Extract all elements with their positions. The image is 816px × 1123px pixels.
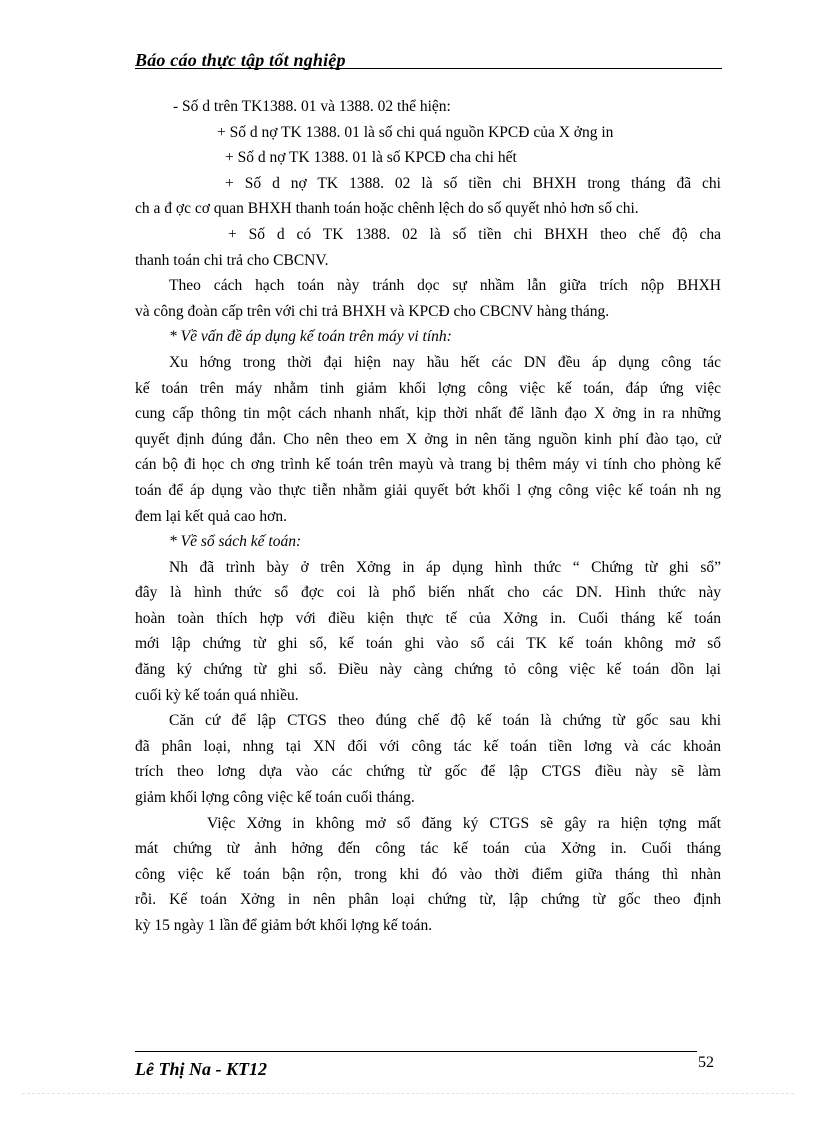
paragraph-line: - Số d trên TK1388. 01 và 1388. 02 thể hiện:	[173, 98, 451, 115]
paragraph-line: và công đoàn cấp trên với chi trả BHXH và KPCĐ cho CBCNV hàng tháng.	[135, 302, 610, 320]
footer-divider	[135, 1051, 697, 1052]
header-divider	[135, 68, 722, 69]
page-bottom-divider	[22, 1093, 794, 1094]
paragraph-line: Việc Xởng in không mở sổ đăng ký CTGS sẽ gây ra hiện tợng mất	[207, 814, 721, 832]
paragraph-line: Xu hớng trong thời đại hiện nay hầu hết các DN đều áp dụng công tác	[169, 353, 721, 371]
paragraph-line: đã phân loại, nhng tại XN đối với công tác kế toán tiền lơng và các khoản	[135, 737, 721, 755]
paragraph-line: ch a đ ợc cơ quan BHXH thanh toán hoặc chênh lệch do số quyết nhỏ hơn số chi.	[135, 200, 639, 218]
paragraph-line: Nh đã trình bày ở trên Xởng in áp dụng hình thức “ Chứng từ ghi sổ”	[169, 558, 721, 576]
paragraph-line: giảm khối lợng công việc kế toán cuối tháng.	[135, 789, 415, 807]
paragraph-line: + Số d nợ TK 1388. 01 là số KPCĐ cha chi hết	[225, 149, 517, 167]
document-header-title: Báo cáo thực tập tốt nghiệp	[135, 50, 346, 70]
paragraph-line: hoàn toàn thích hợp với điều kiện thực tế của Xởng in. Cuối tháng kế toán	[135, 609, 721, 627]
paragraph-line: cán bộ đi học ch ơng trình kế toán trên mayù và trang bị thêm máy vi tính cho phòng kế	[135, 456, 721, 474]
page-number: 52	[698, 1054, 714, 1071]
section-heading: * Về vấn đề áp dụng kế toán trên máy vi tính:	[169, 328, 452, 346]
paragraph-line: công việc kế toán bận rộn, trong khi đó vào thời điểm giữa tháng thì nhàn	[135, 865, 721, 883]
paragraph-line: cuối kỳ kế toán quá nhiều.	[135, 686, 299, 704]
paragraph-line: mới lập chứng từ ghi sổ, kế toán ghi vào sổ cái TK kế toán không mở sổ	[135, 635, 721, 653]
paragraph-line: toán để áp dụng vào thực tiễn nhằm giải quyết bớt khối l ợng công việc kế toán nh ng	[135, 481, 721, 499]
paragraph-line: đây là hình thức sổ đợc coi là phổ biến nhất cho các DN. Hình thức này	[135, 584, 721, 602]
paragraph-line: trích theo lơng dựa vào các chứng từ gốc để lập CTGS điều này sẽ làm	[135, 763, 721, 781]
paragraph-line: thanh toán chi trả cho CBCNV.	[135, 251, 329, 269]
paragraph-line: quyết định đúng đắn. Cho nên theo em X ởng in nên tăng nguồn kinh phí đào tạo, cử	[135, 430, 721, 448]
section-heading: * Về sổ sách kế toán:	[169, 533, 302, 551]
footer-author: Lê Thị Na - KT12	[135, 1059, 267, 1079]
paragraph-line: + Số d có TK 1388. 02 là số tiền chi BHXH theo chế độ cha	[228, 225, 721, 243]
paragraph-line: cung cấp thông tin một cách nhanh nhất, kịp thời nhất để lãnh đạo X ởng in ra những	[135, 405, 721, 423]
paragraph-line: + Số d nợ TK 1388. 02 là số tiền chi BHXH trong tháng đã chi	[225, 174, 721, 192]
paragraph-line: + Số d nợ TK 1388. 01 là số chi quá nguồn KPCĐ của X ởng in	[217, 123, 614, 141]
paragraph-line: rỗi. Kế toán Xởng in nên phân loại chứng từ, lập chứng từ gốc theo định	[135, 891, 721, 909]
paragraph-line: kế toán trên máy nhằm tinh giảm khối lợng công việc kế toán, đáp ứng việc	[135, 379, 721, 397]
document-body	[135, 94, 721, 939]
paragraph-line: mát chứng từ ảnh hởng đến công tác kế toán của Xởng in. Cuối tháng	[135, 840, 721, 858]
paragraph-line: Căn cứ để lập CTGS theo đúng chế độ kế toán là chứng từ gốc sau khi	[169, 712, 721, 730]
paragraph-line: kỳ 15 ngày 1 lần để giảm bớt khối lợng kế toán.	[135, 917, 433, 934]
paragraph-line: đăng ký chứng từ ghi sổ. Điều này càng chứng tỏ công việc kế toán dồn lại	[135, 661, 721, 679]
paragraph-line: Theo cách hạch toán này tránh dọc sự nhầm lẫn giữa trích nộp BHXH	[169, 277, 721, 295]
paragraph-line: đem lại kết quả cao hơn.	[135, 507, 287, 525]
